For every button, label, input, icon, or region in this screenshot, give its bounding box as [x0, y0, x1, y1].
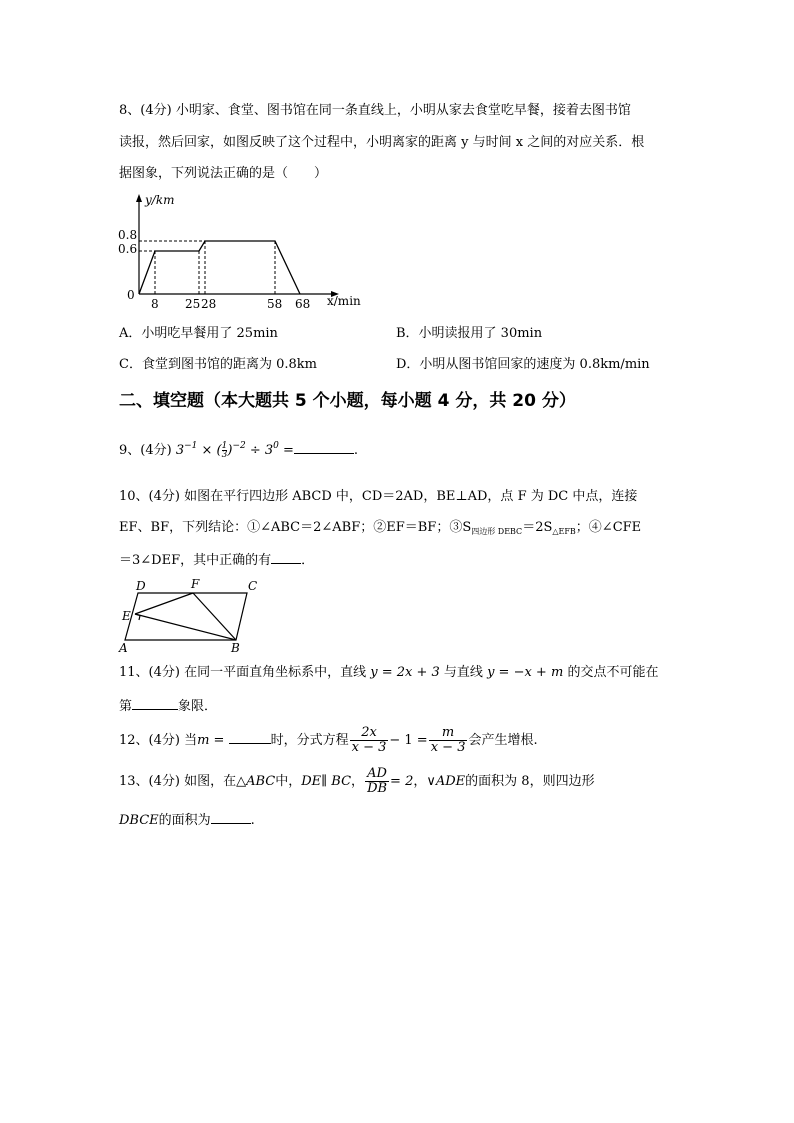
- q8-text-line1: 8、(4分) 小明家、食堂、图书馆在同一条直线上，小明从家去食堂吃早餐，接着去图书馆: [119, 103, 631, 118]
- q9-end: .: [353, 443, 359, 458]
- xtick-58: 58: [267, 297, 283, 311]
- q13-de-parallel-bc: DE∥ BC: [301, 774, 352, 789]
- q12-m: m =: [197, 733, 225, 748]
- q10-sub1: 四边形 DEBC: [471, 527, 523, 536]
- q13-ade: ADE: [435, 774, 466, 789]
- ytick-06: 0.6: [118, 242, 138, 256]
- q11-part2: 与直线: [443, 665, 483, 680]
- q10-line2-mid: ＝2S: [522, 520, 553, 535]
- segment-bf: [193, 593, 236, 640]
- q13-comma: ，: [351, 774, 365, 789]
- q12-minus: − 1 =: [389, 733, 428, 748]
- xtick-68: 68: [295, 297, 311, 311]
- q9-answer-blank[interactable]: [294, 441, 354, 454]
- q12-part1: 12、(4分) 当: [119, 733, 198, 748]
- q10-end: ．: [301, 553, 315, 568]
- q11-line2a: 第: [119, 699, 133, 714]
- q12-f2-numerator: m: [429, 726, 468, 741]
- q13-end: .: [250, 813, 255, 828]
- q12-fraction1: [350, 726, 389, 755]
- section-heading: 二、填空题（本大题共 5 个小题，每小题 4 分，共 20 分）: [119, 391, 576, 411]
- label-e: E: [122, 609, 131, 623]
- q13-f-numerator: AD: [365, 767, 389, 782]
- q10-line3-a: ＝3∠DEF，其中正确的有: [119, 553, 272, 568]
- xtick-25: 25: [185, 297, 201, 311]
- q9-text: [119, 441, 358, 459]
- q10-text-line1: 10、(4分) 如图在平行四边形 ABCD 中，CD＝2AD，BE⊥AD，点 F 为 DC 中点，连接: [119, 489, 638, 504]
- q11-eq1: y = 2x + 3: [370, 665, 440, 680]
- ytick-08: 0.8: [118, 228, 138, 242]
- right-angle-mark: [135, 614, 140, 620]
- q12-f1-numerator: 2x: [350, 726, 389, 741]
- distance-line: [139, 241, 300, 294]
- q11-answer-blank[interactable]: [132, 697, 178, 710]
- q11-eq2: y = −x + m: [487, 665, 564, 680]
- q11-part1: 11、(4分) 在同一平面直角坐标系中，直线: [119, 665, 367, 680]
- q11-text-line1: [119, 665, 658, 681]
- q10-answer-blank[interactable]: [271, 551, 301, 564]
- origin-label: 0: [127, 288, 135, 302]
- q12-part3: 会产生增根.: [468, 733, 538, 748]
- q13-part5: 的面积为: [158, 813, 211, 828]
- q12-f2-denominator: x − 3: [430, 740, 466, 755]
- q13-text-line1: [119, 765, 595, 799]
- y-axis-label: y/km: [145, 193, 175, 207]
- q13-dbce: DBCE: [119, 813, 159, 828]
- q13-text-line2: [119, 811, 255, 829]
- label-f: F: [191, 577, 200, 591]
- q8-text-line2: 读报，然后回家，如图反映了这个过程中，小明离家的距离 y 与时间 x 之间的对应关系．根: [119, 135, 645, 150]
- q13-f-denominator: DB: [367, 781, 388, 796]
- q13-answer-blank[interactable]: [211, 811, 251, 824]
- q12-answer-blank[interactable]: [229, 731, 271, 744]
- q10-sub2: △EFB: [552, 527, 576, 536]
- x-axis-label: x/min: [327, 294, 361, 308]
- xtick-8: 8: [151, 297, 159, 311]
- q13-part1: 13、(4分) 如图，在△: [119, 774, 247, 789]
- q10-text-line2: [119, 520, 641, 536]
- q10-text-line3: [119, 551, 314, 569]
- q13-part4: 的面积为 8，则四边形: [465, 774, 595, 789]
- segment-be: [135, 614, 236, 640]
- q10-parallelogram-figure: [115, 576, 275, 656]
- y-axis-arrow: [136, 194, 142, 202]
- xtick-28: 28: [201, 297, 217, 311]
- q8-option-d: D．小明从图书馆回家的速度为 0.8km/min: [396, 357, 650, 372]
- label-b: B: [231, 641, 240, 655]
- q11-part3: 的交点不可能在: [567, 665, 659, 680]
- q12-fraction2: [429, 726, 468, 755]
- q11-line2b: 象限．: [178, 699, 218, 714]
- q8-option-a: A．小明吃早餐用了 25min: [119, 326, 278, 341]
- q9-prefix: 9、(4分): [119, 443, 172, 458]
- q13-abc: ABC: [246, 774, 276, 789]
- q8-distance-time-graph: [115, 192, 375, 312]
- q8-text-line3: 据图象，下列说法正确的是（ ）: [119, 166, 328, 181]
- q12-text: [119, 724, 538, 758]
- q12-part2: 时，分式方程: [270, 733, 349, 748]
- segment-ef: [135, 593, 193, 614]
- q13-fraction: [365, 767, 389, 796]
- q8-option-b: B．小明读报用了 30min: [396, 326, 543, 341]
- q11-text-line2: [119, 697, 217, 715]
- label-d: D: [136, 579, 146, 593]
- q12-f1-denominator: x − 3: [351, 740, 387, 755]
- q13-part2: 中，: [275, 774, 302, 789]
- q10-line2-tail: ；④∠CFE: [575, 520, 642, 535]
- q13-eq: = 2: [390, 774, 414, 789]
- q10-line2-a: EF、BF，下列结论：①∠ABC＝2∠ABF；②EF＝BF；③S: [119, 520, 472, 535]
- label-a: A: [119, 641, 128, 655]
- label-c: C: [248, 579, 258, 593]
- q13-part3: ，∨: [413, 774, 436, 789]
- q8-option-c: C．食堂到图书馆的距离为 0.8km: [119, 357, 317, 372]
- q9-expression: $3^{-1}$ × ( $\frac{1}{3}$ )$^{-2} \div 3^0$ =: [175, 441, 294, 460]
